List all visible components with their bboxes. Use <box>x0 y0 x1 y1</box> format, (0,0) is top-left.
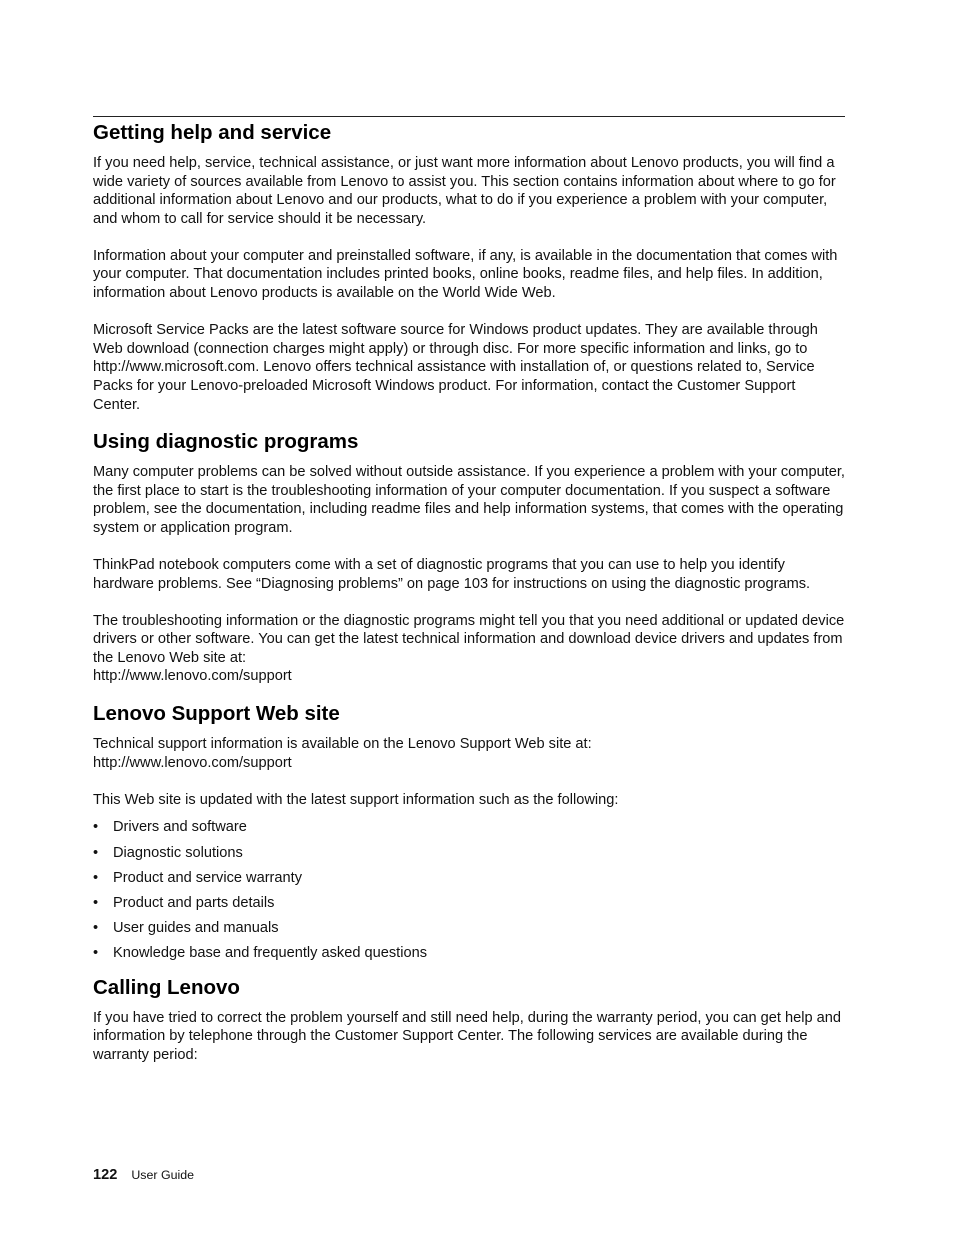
support-link[interactable]: http://www.lenovo.com/support <box>93 668 292 685</box>
paragraph: If you need help, service, technical assistance, or just want more information about Lenovo products, you will find a wide variety of sources available from Lenovo to assist you. This section contains information about where to go for additional information about Lenovo and our products, what to do if you experience a problem with your computer, and whom to call for service should it be necessary. <box>93 155 836 227</box>
bullet-icon: • <box>93 844 99 861</box>
section-support-web-site <box>93 699 845 963</box>
section-diagnostic-programs <box>93 427 845 686</box>
paragraph-with-link <box>93 612 845 686</box>
page-number: 122 <box>93 1167 118 1183</box>
support-link[interactable]: http://www.lenovo.com/support <box>93 754 292 771</box>
bullet-icon: • <box>93 894 99 911</box>
paragraph-text: The troubleshooting information or the diagnostic programs might tell you that you need additional or updated device drivers or other software. You can get the latest technical information and download device drivers and updates from the Lenovo Web site at: <box>93 612 845 666</box>
paragraph: Information about your computer and preinstalled software, if any, is available in the documentation that comes with your computer. That documentation includes printed books, online books, readme files, and help files. In addition, information about Lenovo products is available on the World Wide Web. <box>93 247 838 302</box>
list-item: • Product and parts details <box>93 894 275 911</box>
paragraph: Microsoft Service Packs are the latest software source for Windows product updates. They are available through Web download (connection charges might apply) or through disc. For more specific information and links, go to http://www.microsoft.com. Lenovo offers technical assistance with installation of, or questions related to, Service Packs for your Lenovo-preloaded Microsoft Windows product. For information, contact the Customer Support Center. <box>93 322 818 413</box>
list-item: • Knowledge base and frequently asked questions <box>93 945 427 962</box>
bullet-icon: • <box>93 945 99 962</box>
paragraph-with-link <box>93 735 845 772</box>
list-item: • User guides and manuals <box>93 920 279 937</box>
heading-diagnostic-programs: Using diagnostic programs <box>93 430 359 454</box>
heading-getting-help: Getting help and service <box>93 121 332 144</box>
list-item: • Drivers and software <box>93 819 247 836</box>
bullet-icon: • <box>93 869 99 886</box>
bullet-icon: • <box>93 819 99 836</box>
section-calling-lenovo <box>93 973 845 1065</box>
paragraph: Many computer problems can be solved without outside assistance. If you experience a problem with your computer, the first place to start is the troubleshooting information of your computer documentation. If you suspect a software problem, see the documentation, including readme files and help information systems, that comes with the operating system or application program. <box>93 464 845 536</box>
page-footer <box>93 1164 194 1186</box>
page-content <box>93 118 845 1083</box>
paragraph-text: Technical support information is available on the Lenovo Support Web site at: <box>93 736 592 753</box>
list-item: • Diagnostic solutions <box>93 844 243 861</box>
top-rule <box>93 116 845 117</box>
paragraph: ThinkPad notebook computers come with a set of diagnostic programs that you can use to help you identify hardware problems. See “Diagnosing problems” on page 103 for instructions on using the diagnostic programs. <box>93 557 811 592</box>
heading-support-web-site: Lenovo Support Web site <box>93 702 340 726</box>
section-getting-help <box>93 118 845 414</box>
heading-calling-lenovo: Calling Lenovo <box>93 975 240 999</box>
list-intro: This Web site is updated with the latest support information such as the following: <box>93 791 619 808</box>
list-item: • Product and service warranty <box>93 869 302 886</box>
bullet-icon: • <box>93 920 99 937</box>
support-info-list <box>93 818 845 963</box>
document-name: User Guide <box>131 1168 195 1182</box>
paragraph: If you have tried to correct the problem yourself and still need help, during the warranty period, you can get help and information by telephone through the Customer Support Center. The following services are available during the warranty period: <box>93 1009 841 1064</box>
